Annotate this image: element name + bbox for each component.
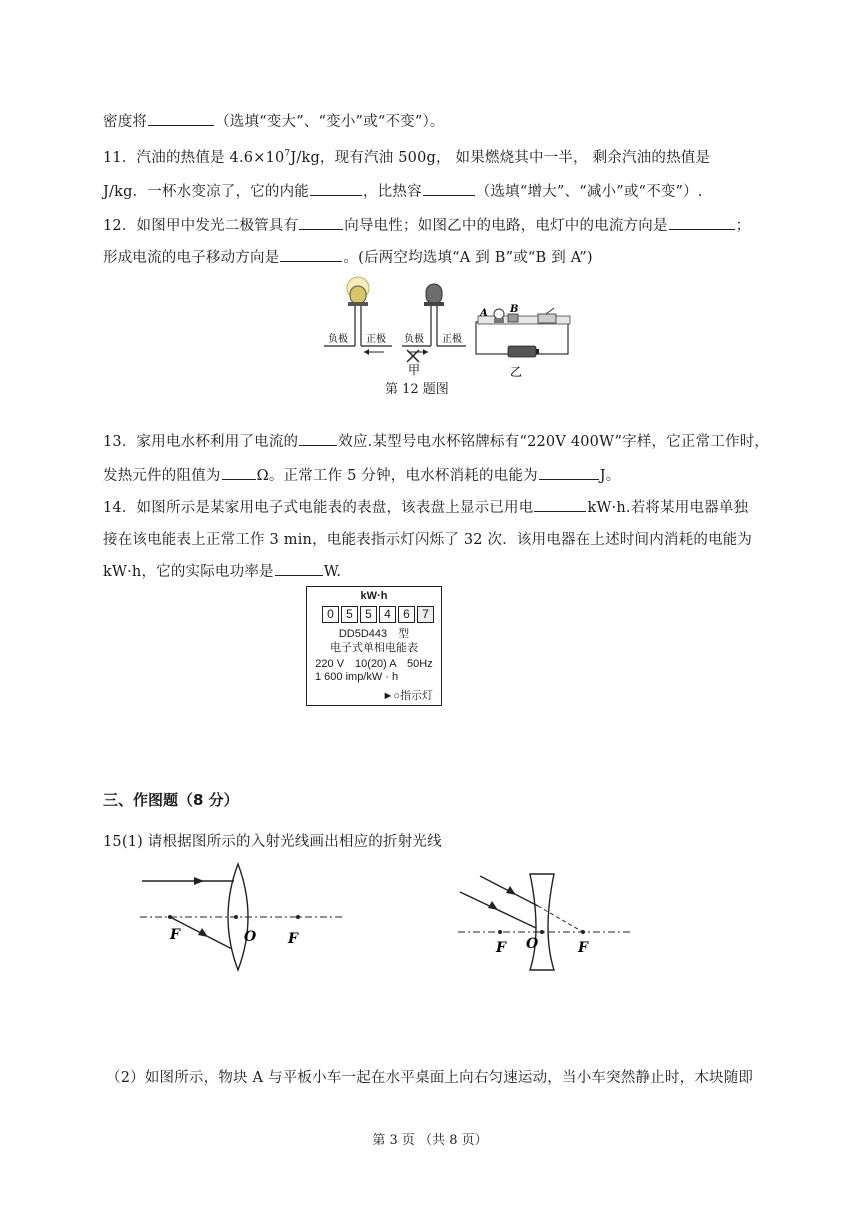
neg-label: 负极 (328, 334, 348, 345)
q11-line1 (103, 146, 710, 167)
arrow-icon: ► (382, 690, 394, 702)
meter-unit: kW·h (360, 590, 388, 602)
label-a: A (480, 308, 488, 319)
meter-indicator-row (307, 687, 433, 703)
meter-digit: 6 (398, 606, 415, 623)
convex-lens-diagram (130, 862, 350, 977)
text: （2）如图所示，物块 A 与平板小车一起在水平桌面上向右匀速运动，当小车突然静止时，木块随即 (106, 1070, 754, 1086)
label-b: B (510, 304, 519, 315)
q12-line2 (103, 246, 593, 267)
text: J。 (599, 468, 621, 484)
optical-center-label: O (244, 929, 257, 945)
text: 14．如图所示是某家用电子式电能表的表盘，该表盘上显示已用电 (103, 500, 534, 516)
indicator-label: 指示灯 (400, 690, 433, 702)
text: kW·h，它的实际电功率是 (103, 564, 274, 580)
text: 15(1) 请根据图所示的入射光线画出相应的折射光线 (103, 834, 442, 850)
meter-digit: 4 (379, 606, 396, 623)
answer-blank (669, 215, 735, 230)
text: J/kg，现有汽油 500g， 如果燃烧其中一半， 剩余汽油的热值是 (290, 150, 711, 166)
page-footer: 第 3 页 （共 8 页） (372, 1133, 488, 1148)
text: 效应.某型号电水杯铭牌标有“220V 400W”字样，它正常工作时， (338, 434, 770, 450)
circuit-diagram (476, 308, 570, 357)
text: J/kg．一杯水变凉了，它的内能 (103, 184, 309, 200)
q14-line3 (103, 560, 341, 581)
text: 形成电流的电子移动方向是 (103, 250, 280, 266)
text: 发热元件的阻值为 (103, 468, 221, 484)
text: kW·h.若将某用电器单独 (587, 500, 749, 516)
pos-label: 正极 (442, 334, 462, 345)
q15-part2 (106, 1066, 753, 1087)
q13-line2 (103, 464, 621, 485)
text: 13．家用电水杯利用了电流的 (103, 434, 299, 450)
led-unlit-icon (402, 284, 466, 362)
pos-label: 正极 (366, 334, 386, 345)
meter-digit: 0 (322, 606, 339, 623)
text: 接在该电能表上正常工作 3 min，电能表指示灯闪烁了 32 次．该用电器在上述时间内消耗的电能为 (103, 532, 753, 548)
exponent: 7 (284, 149, 291, 160)
optical-center-label: O (526, 936, 539, 952)
q13-line1 (103, 430, 769, 451)
focus-label: F (170, 927, 180, 943)
meter-digit: 5 (360, 606, 377, 623)
answer-blank (310, 181, 362, 196)
figure-12-caption: 第 12 题图 (385, 382, 449, 397)
q15-part1 (103, 830, 442, 851)
text: W. (323, 564, 342, 580)
text: （选填“增大”、“减小”或“不变”）. (475, 184, 703, 200)
q14-line2 (103, 528, 752, 549)
meter-rating: 220 V 10(20) A 50Hz (315, 658, 433, 670)
label-jia: 甲 (408, 363, 421, 377)
answer-blank (539, 465, 599, 480)
indicator-light-icon: ○ (393, 690, 400, 702)
meter-digit: 5 (341, 606, 358, 623)
answer-blank (299, 215, 343, 230)
answer-blank (280, 247, 342, 262)
text: 向导电性；如图乙中的电路，电灯中的电流方向是 (344, 218, 668, 234)
focus-label: F (496, 940, 506, 956)
neg-label: 负极 (404, 334, 424, 345)
text: 11．汽油的热值是 4.6×10 (103, 150, 285, 166)
focus-label: F (288, 931, 298, 947)
text: 12．如图甲中发光二极管具有 (103, 218, 299, 234)
text: （选填“变大”、“变小”或“不变”）。 (215, 114, 445, 130)
answer-blank (275, 561, 323, 576)
q14-line1 (103, 496, 748, 517)
meter-model: DD5D443 型 (338, 628, 410, 640)
focus-label: F (578, 940, 588, 956)
meter-digit: 7 (417, 606, 434, 623)
label-yi: 乙 (510, 365, 523, 379)
answer-blank (222, 465, 256, 480)
concave-lens-diagram (450, 862, 640, 977)
answer-blank (148, 111, 214, 126)
text: 密度将 (103, 114, 148, 130)
q11-line2 (103, 180, 703, 201)
answer-blank (534, 497, 586, 512)
q10-line-end (103, 110, 445, 131)
q12-line1 (103, 214, 750, 235)
meter-digits (322, 606, 436, 623)
text: ； (735, 218, 751, 234)
answer-blank (299, 431, 337, 446)
energy-meter-panel (306, 586, 442, 706)
meter-imp: 1 600 imp/kW · h (315, 671, 399, 683)
section-3-heading: 三、作图题（8 分） (103, 791, 239, 809)
text: 。(后两空均选填“A 到 B”或“B 到 A”) (343, 250, 593, 266)
figure-12 (310, 276, 590, 398)
text: ，比热容 (362, 184, 422, 200)
meter-name: 电子式单相电能表 (330, 642, 418, 654)
answer-blank (423, 181, 475, 196)
text: Ω。正常工作 5 分钟，电水杯消耗的电能为 (256, 468, 538, 484)
